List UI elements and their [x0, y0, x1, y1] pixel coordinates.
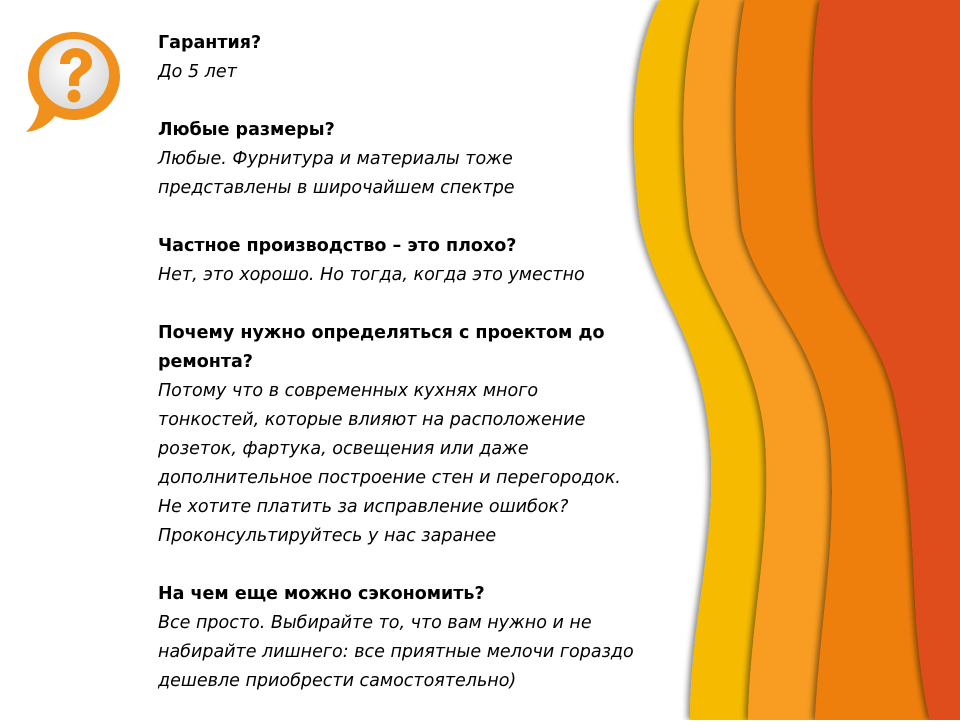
faq-answer-line: Проконсультируйтесь у нас заранее: [158, 522, 678, 551]
faq-content: [158, 29, 678, 725]
faq-item-sizes: [158, 116, 678, 203]
faq-answer-line: набирайте лишнего: все приятные мелочи гораздо: [158, 638, 678, 667]
faq-question: Гарантия?: [158, 29, 678, 58]
faq-answer-line: дешевле приобрести самостоятельно): [158, 667, 678, 696]
faq-answer-line: дополнительное построение стен и перегородок.: [158, 464, 678, 493]
faq-item-project-before-repair: [158, 319, 678, 551]
faq-answer: До 5 лет: [158, 58, 678, 87]
faq-answer-line: Любые. Фурнитура и материалы тоже: [158, 145, 678, 174]
faq-answer-line: Все просто. Выбирайте то, что вам нужно и не: [158, 609, 678, 638]
faq-answer-line: тонкостей, которые влияют на расположение: [158, 406, 678, 435]
faq-item-savings: [158, 580, 678, 696]
faq-answer-line: Потому что в современных кухнях много: [158, 377, 678, 406]
faq-question-line: ремонта?: [158, 348, 678, 377]
faq-answer-line: представлены в широчайшем спектре: [158, 174, 678, 203]
faq-question: Частное производство – это плохо?: [158, 232, 678, 261]
faq-question: На чем еще можно сэкономить?: [158, 580, 678, 609]
faq-answer: Нет, это хорошо. Но тогда, когда это уместно: [158, 261, 678, 290]
faq-answer-line: розеток, фартука, освещения или даже: [158, 435, 678, 464]
faq-question: Любые размеры?: [158, 116, 678, 145]
faq-question-line: Почему нужно определяться с проектом до: [158, 319, 678, 348]
faq-item-private-production: [158, 232, 678, 290]
question-bubble-icon: [22, 28, 126, 136]
faq-item-warranty: [158, 29, 678, 87]
faq-answer-line: Не хотите платить за исправление ошибок?: [158, 493, 678, 522]
